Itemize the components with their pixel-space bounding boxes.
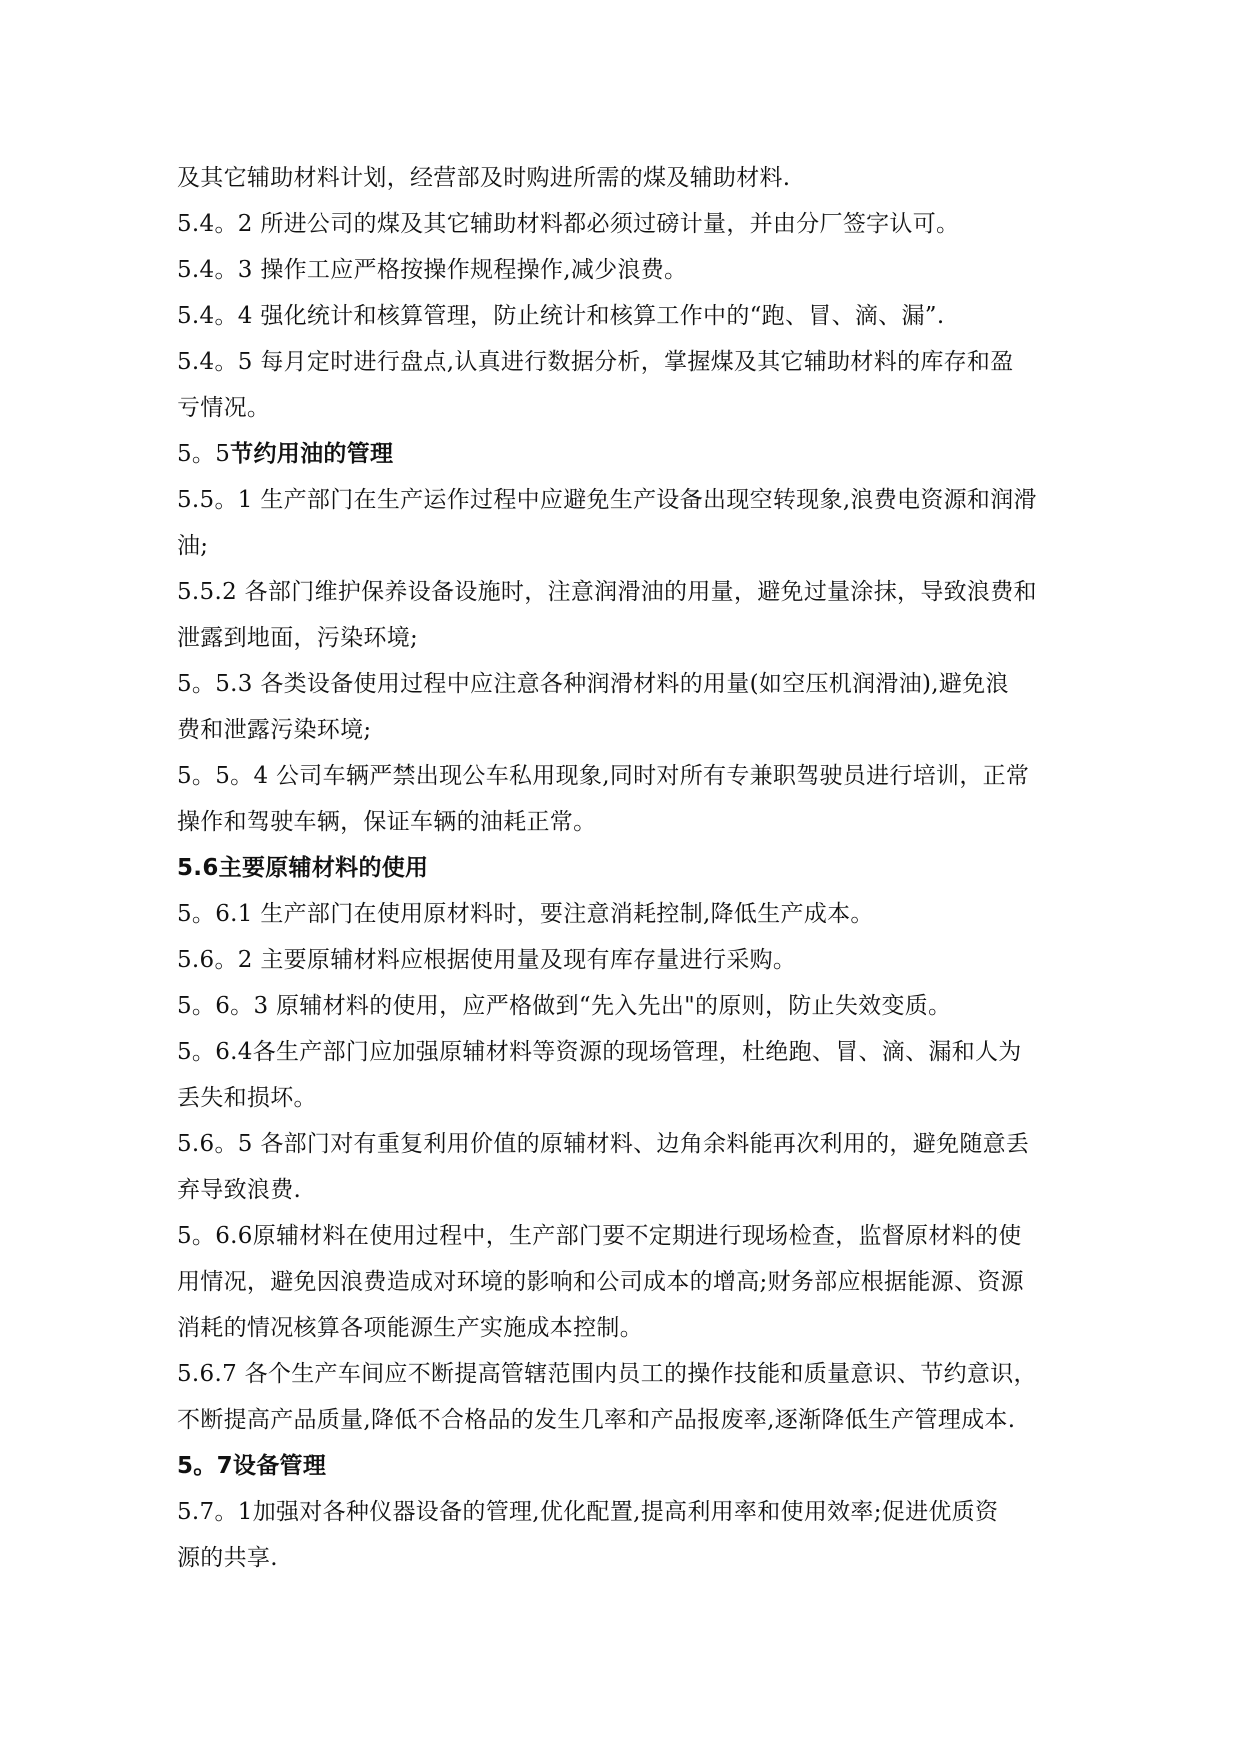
text-line: 油;	[177, 533, 209, 559]
text-line: 5.7。1加强对各种仪器设备的管理,优化配置,提高利用率和使用效率;促进优质资	[177, 1499, 999, 1525]
text-line: 5.4。4 强化统计和核算管理，防止统计和核算工作中的“跑、冒、滴、漏”.	[177, 303, 945, 329]
text-line: 5。5.3 各类设备使用过程中应注意各种润滑材料的用量(如空压机润滑油),避免浪	[177, 671, 1009, 697]
text-line: 源的共享.	[177, 1545, 278, 1571]
text-line: 5。6.6原辅材料在使用过程中，生产部门要不定期进行现场检查，监督原材料的使	[177, 1223, 1022, 1249]
text-line: 5.5。1 生产部门在生产运作过程中应避免生产设备出现空转现象,浪费电资源和润滑	[177, 487, 1037, 513]
text-line: 消耗的情况核算各项能源生产实施成本控制。	[177, 1315, 643, 1341]
text-line: 5.4。3 操作工应严格按操作规程操作,减少浪费。	[177, 257, 688, 283]
text-line: 5.4。2 所进公司的煤及其它辅助材料都必须过磅计量，并由分厂签字认可。	[177, 211, 960, 237]
text-line: 5。5。4 公司车辆严禁出现公车私用现象,同时对所有专兼职驾驶员进行培训，正常	[177, 763, 1030, 789]
text-line: 及其它辅助材料计划，经营部及时购进所需的煤及辅助材料.	[177, 165, 791, 191]
text-line: 不断提高产品质量,降低不合格品的发生几率和产品报废率,逐渐降低生产管理成本.	[177, 1407, 1016, 1433]
section-heading-5-6	[177, 845, 1077, 891]
text-line: 5.5.2 各部门维护保养设备设施时，注意润滑油的用量，避免过量涂抹，导致浪费和	[177, 579, 1037, 605]
text-line: 泄露到地面，污染环境;	[177, 625, 419, 651]
text-line: 5。6.1 生产部门在使用原材料时，要注意消耗控制,降低生产成本。	[177, 901, 874, 927]
section-heading-5-5	[177, 431, 1077, 477]
text-line: 费和泄露污染环境;	[177, 717, 372, 743]
text-line: 5.6。2 主要原辅材料应根据使用量及现有库存量进行采购。	[177, 947, 797, 973]
section-title: 设备管理	[232, 1453, 327, 1479]
section-number: 5。7	[177, 1453, 233, 1479]
text-line: 用情况，避免因浪费造成对环境的影响和公司成本的增高;财务部应根据能源、资源	[177, 1269, 1024, 1295]
section-title: 主要原辅材料的使用	[218, 855, 429, 881]
text-line: 操作和驾驶车辆，保证车辆的油耗正常。	[177, 809, 597, 835]
document-body	[177, 155, 1077, 1581]
text-line: 亏情况。	[177, 395, 271, 421]
text-line: 5.4。5 每月定时进行盘点,认真进行数据分析，掌握煤及其它辅助材料的库存和盈	[177, 349, 1014, 375]
text-line: 5。6。3 原辅材料的使用，应严格做到“先入先出"的原则，防止失效变质。	[177, 993, 952, 1019]
section-number: 5。5	[177, 441, 231, 467]
text-line: 5.6.7 各个生产车间应不断提高管辖范围内员工的操作技能和质量意识、节约意识，	[177, 1361, 1037, 1387]
section-number: 5.6	[177, 855, 219, 881]
text-line: 丢失和损坏。	[177, 1085, 317, 1111]
section-title: 节约用油的管理	[230, 441, 394, 467]
section-heading-5-7	[177, 1443, 1077, 1489]
text-line: 5。6.4各生产部门应加强原辅材料等资源的现场管理，杜绝跑、冒、滴、漏和人为	[177, 1039, 1022, 1065]
text-line: 弃导致浪费.	[177, 1177, 302, 1203]
text-line: 5.6。5 各部门对有重复利用价值的原辅材料、边角余料能再次利用的，避免随意丢	[177, 1131, 1030, 1157]
